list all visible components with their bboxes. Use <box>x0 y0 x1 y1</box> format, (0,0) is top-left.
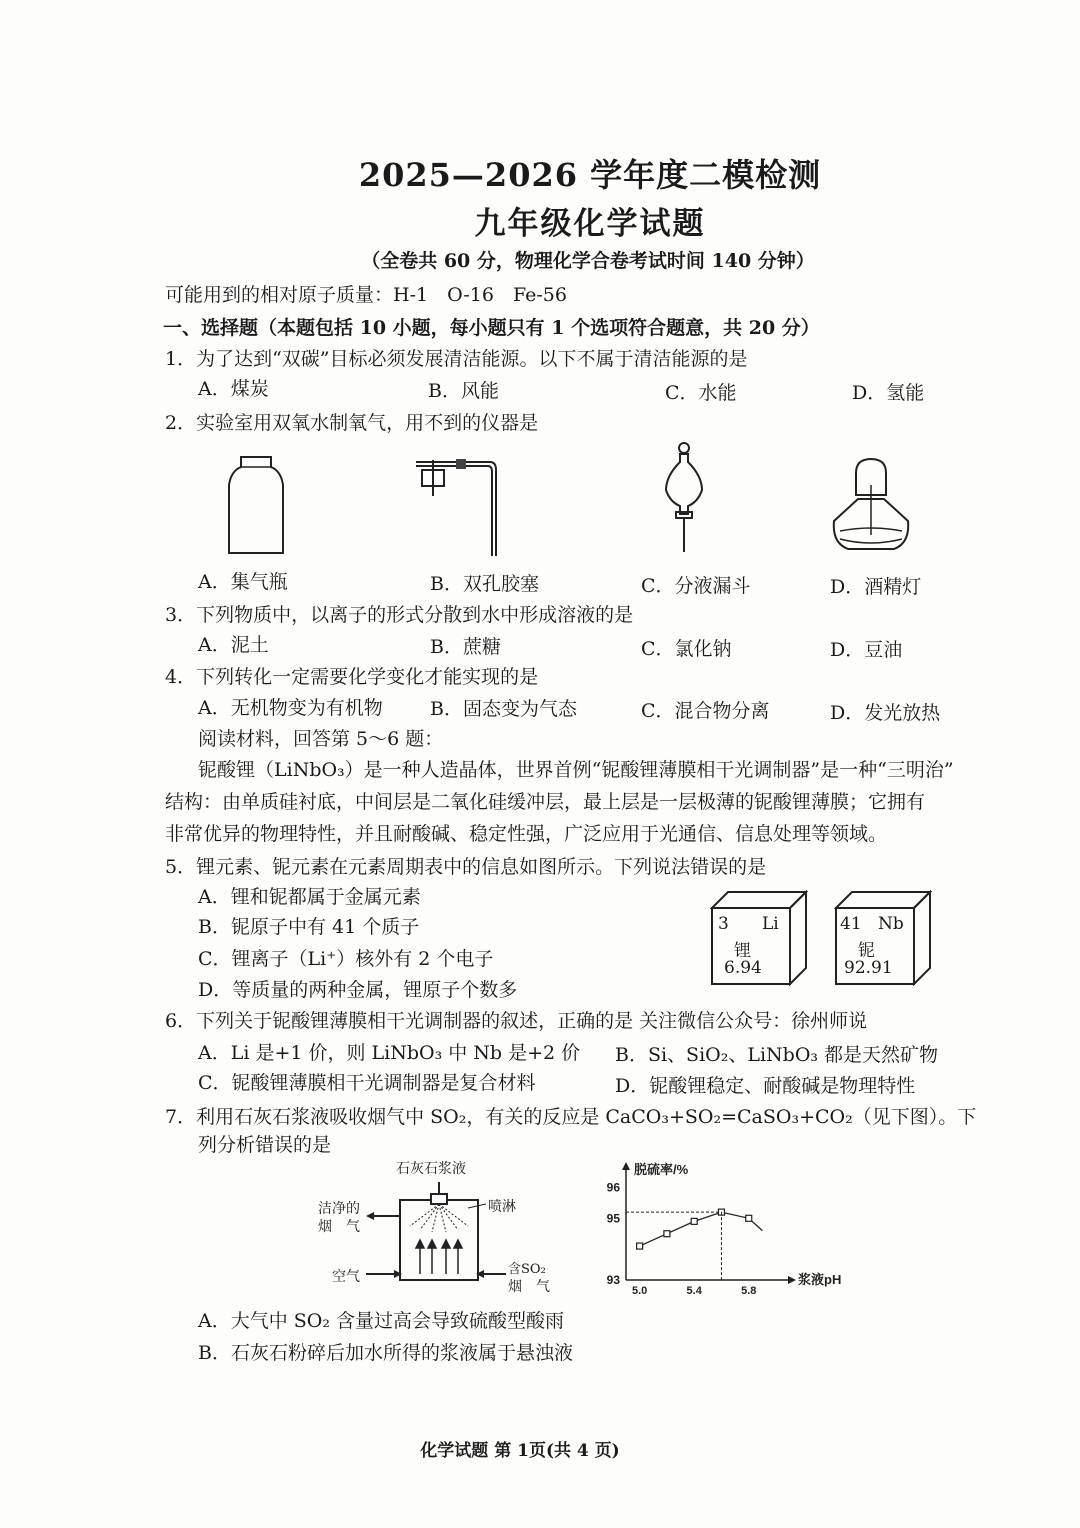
question-2-option-d: D．酒精灯 <box>830 576 922 598</box>
data-point <box>746 1215 752 1221</box>
lithium-atomic-number: 3 <box>718 914 729 934</box>
alcohol-lamp-image <box>830 455 912 555</box>
lithium-symbol: Li <box>762 914 779 934</box>
diagram-label-so2-gas-1: 含SO₂ <box>508 1262 546 1277</box>
question-2-option-b: B．双孔胶塞 <box>430 573 539 595</box>
material-paragraph-line-3: 非常优异的物理特性，并且耐酸碱、稳定性强，广泛应用于光通信、信息处理等领域。 <box>165 823 888 845</box>
question-4-option-d: D．发光放热 <box>830 702 941 724</box>
y-axis-arrow <box>622 1162 630 1170</box>
question-7-option-b: B．石灰石粉碎后加水所得的浆液属于悬浊液 <box>198 1342 573 1364</box>
data-point <box>691 1218 697 1224</box>
material-paragraph-line-2: 结构：由单质硅衬底，中间层是二氧化硅缓冲层，最上层是一层极薄的铌酸锂薄膜；它拥有 <box>165 791 926 813</box>
y-tick-label: 93 <box>606 1273 620 1287</box>
gas-jar-image <box>225 455 287 557</box>
question-6-option-b: B．Si、SiO₂、LiNbO₃ 都是天然矿物 <box>615 1044 939 1066</box>
question-3-stem: 3．下列物质中，以离子的形式分散到水中形成溶液的是 <box>165 604 634 626</box>
question-5-option-d: D．等质量的两种金属，锂原子个数多 <box>198 979 518 1001</box>
question-7-stem-line-1: 7．利用石灰石浆液吸收烟气中 SO₂，有关的反应是 CaCO₃+SO₂=CaSO₃+CO₂（见下图）。下 <box>165 1106 977 1128</box>
question-2-option-c: C．分液漏斗 <box>641 575 751 597</box>
question-3-option-a: A．泥土 <box>198 634 269 656</box>
material-intro: 阅读材料，回答第 5～6 题： <box>198 728 444 750</box>
absorption-tower-diagram <box>310 1158 570 1298</box>
question-6-option-a: A．Li 是+1 价，则 LiNbO₃ 中 Nb 是+2 价 <box>198 1042 581 1064</box>
question-5-option-b: B．铌原子中有 41 个质子 <box>198 916 420 938</box>
lithium-name: 锂 <box>734 941 751 961</box>
question-1-option-b: B．风能 <box>428 380 499 402</box>
question-4-stem: 4．下列转化一定需要化学变化才能实现的是 <box>165 666 539 688</box>
y-axis-title: 脱硫率/% <box>634 1162 689 1177</box>
atomic-mass-line: 可能用到的相对原子质量：H-1 O-16 Fe-56 <box>165 284 567 306</box>
question-5-option-c: C．锂离子（Li⁺）核外有 2 个电子 <box>198 948 494 970</box>
question-1-stem: 1．为了达到“双碳”目标必须发展清洁能源。以下不属于清洁能源的是 <box>165 348 748 370</box>
exam-subtitle: 九年级化学试题 <box>474 206 706 242</box>
x-tick-label: 5.4 <box>686 1285 702 1297</box>
niobium-element-card <box>834 890 932 986</box>
material-paragraph-line-1: 铌酸锂（LiNbO₃）是一种人造晶体，世界首例“铌酸锂薄膜相干光调制器”是一种“三明治” <box>198 759 954 781</box>
exam-note: （全卷共 60 分，物理化学合卷考试时间 140 分钟） <box>361 250 815 272</box>
question-4-option-a: A．无机物变为有机物 <box>198 697 383 719</box>
question-3-option-c: C．氯化钠 <box>641 638 732 660</box>
niobium-atomic-number: 41 <box>840 914 862 934</box>
question-3-option-b: B．蔗糖 <box>430 636 501 658</box>
exam-title: 2025—2026 学年度二模检测 <box>358 156 822 194</box>
data-point <box>637 1243 643 1249</box>
question-2-stem: 2．实验室用双氧水制氧气，用不到的仪器是 <box>165 412 539 434</box>
two-hole-stopper-image <box>412 450 502 560</box>
desulfurization-rate-chart <box>598 1158 848 1302</box>
question-2-option-a: A．集气瓶 <box>198 571 288 593</box>
question-4-option-c: C．混合物分离 <box>641 700 770 722</box>
x-tick-label: 5.0 <box>631 1285 648 1297</box>
y-tick-label: 95 <box>606 1211 620 1226</box>
diagram-label-clean-gas-1: 洁净的 <box>318 1201 360 1217</box>
question-4-option-b: B．固态变为气态 <box>430 698 577 720</box>
question-1-option-c: C．水能 <box>665 382 737 404</box>
question-6-stem: 6．下列关于铌酸锂薄膜相干光调制器的叙述，正确的是 关注微信公众号：徐州师说 <box>165 1010 868 1032</box>
niobium-name: 铌 <box>858 941 875 961</box>
lithium-atomic-mass: 6.94 <box>724 958 762 978</box>
question-7-option-a: A．大气中 SO₂ 含量过高会导致硫酸型酸雨 <box>198 1310 565 1332</box>
data-point <box>664 1231 670 1237</box>
niobium-atomic-mass: 92.91 <box>844 958 893 978</box>
question-5-option-a: A．锂和铌都属于金属元素 <box>198 886 421 908</box>
question-7-stem-line-2: 列分析错误的是 <box>198 1134 332 1156</box>
diagram-label-limestone-slurry: 石灰石浆液 <box>396 1161 466 1177</box>
question-6-option-c: C．铌酸锂薄膜相干光调制器是复合材料 <box>198 1072 536 1094</box>
separatory-funnel-image <box>662 440 708 558</box>
series-line <box>640 1212 763 1246</box>
section-heading: 一、选择题（本题包括 10 小题，每小题只有 1 个选项符合题意，共 20 分） <box>163 317 820 339</box>
question-6-option-d: D．铌酸锂稳定、耐酸碱是物理特性 <box>615 1075 916 1097</box>
niobium-symbol: Nb <box>878 914 904 934</box>
x-axis-title: 浆液pH <box>798 1272 842 1287</box>
diagram-label-clean-gas-2: 烟 气 <box>318 1219 360 1235</box>
question-1-option-a: A．煤炭 <box>198 378 269 400</box>
x-axis-arrow <box>788 1276 796 1284</box>
lithium-element-card <box>710 890 808 986</box>
diagram-label-air: 空气 <box>332 1269 360 1285</box>
question-3-option-d: D．豆油 <box>830 639 903 661</box>
diagram-label-spray: 喷淋 <box>488 1199 516 1215</box>
question-1-option-d: D．氢能 <box>852 382 925 404</box>
page-footer: 化学试题 第 1页(共 4 页) <box>420 1441 620 1461</box>
question-5-stem: 5．锂元素、铌元素在元素周期表中的信息如图所示。下列说法错误的是 <box>165 856 767 878</box>
x-tick-label: 5.8 <box>741 1285 757 1297</box>
y-tick-label: 96 <box>606 1180 620 1195</box>
diagram-label-so2-gas-2: 烟 气 <box>508 1279 550 1295</box>
